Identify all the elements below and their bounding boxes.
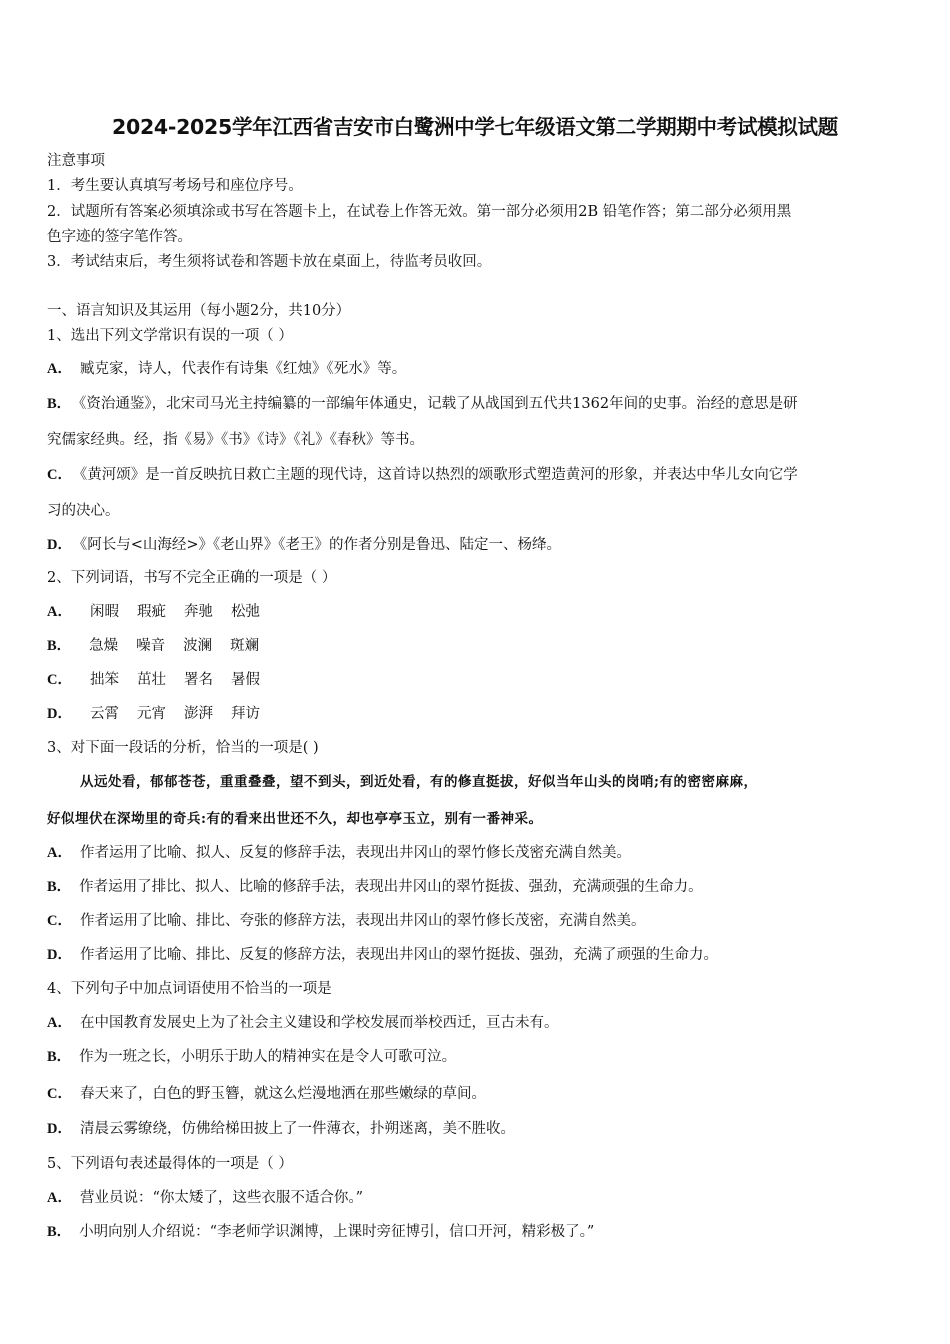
option-text: 《黄河颂》是一首反映抗日救亡主题的现代诗，这首诗以热烈的颂歌形式塑造黄河的形象，并表达中华儿女向它学: [79, 467, 798, 483]
notice-item-2: 2．试题所有答案必须填涂或书写在答题卡上，在试卷上作答无效。第一部分必须用2B 铅笔作答；第二部分必须用黑: [47, 204, 792, 220]
q5-option-a: [47, 1188, 363, 1208]
q1-stem: 1、选出下列文学常识有误的一项（ ）: [47, 328, 293, 344]
q5-option-b: [47, 1222, 594, 1242]
option-text: 清晨云雾缭绕，仿佛给梯田披上了一件薄衣，扑朔迷离，美不胜收。: [79, 1121, 515, 1137]
notice-heading: 注意事项: [47, 153, 105, 169]
option-letter: C．: [47, 1086, 72, 1102]
q3-passage-cont: 好似埋伏在深坳里的奇兵:有的看来出世还不久，却也亭亭玉立，别有一番神采。: [47, 811, 543, 827]
q1-option-b-cont: 究儒家经典。经，指《易》《书》《诗》《礼》《春秋》等书。: [47, 432, 424, 448]
option-letter: C．: [47, 467, 72, 483]
word: 澎湃: [183, 706, 213, 722]
option-letter: B．: [47, 1049, 72, 1065]
option-letter: B．: [47, 879, 72, 895]
option-text: 臧克家，诗人，代表作有诗集《红烛》《死水》等。: [79, 361, 407, 377]
notice-item-2-cont: 色字迹的签字笔作答。: [47, 229, 192, 245]
option-letter: A．: [47, 361, 72, 377]
option-letter: A．: [47, 604, 72, 620]
word: 署名: [183, 672, 213, 688]
q3-option-a: [47, 843, 631, 863]
option-text: 作为一班之长，小明乐于助人的精神实在是令人可歌可泣。: [79, 1049, 457, 1065]
q2-option-a: [47, 602, 278, 622]
q3-passage: 从远处看，郁郁苍苍，重重叠叠，望不到头，到近处看，有的修直挺拔，好似当年山头的岗哨;有的密密麻麻，: [80, 774, 758, 790]
q1-option-c: [47, 465, 798, 485]
q3-stem: 3、对下面一段话的分析，恰当的一项是( ): [47, 740, 319, 756]
word: 元宵: [136, 706, 166, 722]
option-text: 作者运用了排比、拟人、比喻的修辞手法，表现出井冈山的翠竹挺拔、强劲，充满顽强的生命力。: [79, 879, 703, 895]
option-letter: A．: [47, 1015, 72, 1031]
option-letter: A．: [47, 1190, 72, 1206]
q5-stem: 5、下列语句表述最得体的一项是（ ）: [47, 1156, 293, 1172]
q1-option-a: [47, 359, 406, 379]
option-letter: B．: [47, 638, 72, 654]
option-text: 作者运用了比喻、排比、反复的修辞方法，表现出井冈山的翠竹挺拔、强劲，充满了顽强的生命力。: [79, 947, 718, 963]
page-title: 2024-2025学年江西省吉安市白鹭洲中学七年级语文第二学期期中考试模拟试题: [112, 115, 838, 139]
word: 瑕疵: [136, 604, 166, 620]
word: 暑假: [230, 672, 260, 688]
notice-item-1: 1．考生要认真填写考场号和座位序号。: [47, 178, 303, 194]
q4-option-d: [47, 1119, 515, 1139]
word: 拙笨: [89, 672, 119, 688]
option-letter: C．: [47, 672, 72, 688]
option-letter: C．: [47, 913, 72, 929]
word: 茁壮: [136, 672, 166, 688]
word: 松弛: [230, 604, 260, 620]
q1-option-b: [47, 394, 798, 414]
q3-option-b: [47, 877, 703, 897]
q3-option-d: [47, 945, 718, 965]
q1-option-d: [47, 535, 561, 555]
option-letter: D．: [47, 1121, 72, 1137]
q4-option-a: [47, 1013, 558, 1033]
word: 云霄: [89, 706, 119, 722]
option-letter: B．: [47, 1224, 72, 1240]
word: 拜访: [230, 706, 260, 722]
section-heading: 一、语言知识及其运用（每小题2分，共10分）: [47, 303, 351, 319]
option-text: 作者运用了比喻、拟人、反复的修辞手法，表现出井冈山的翠竹修长茂密充满自然美。: [79, 845, 631, 861]
q2-option-c: [47, 670, 278, 690]
word: 闲暇: [89, 604, 119, 620]
word: 斑斓: [230, 638, 260, 654]
q4-option-c: [47, 1084, 486, 1104]
option-letter: A．: [47, 845, 72, 861]
option-text: 《资治通鉴》，北宋司马光主持编纂的一部编年体通史，记载了从战国到五代共1362年间的史事。治经的意思是研: [79, 396, 798, 412]
word: 奔驰: [183, 604, 213, 620]
q2-stem: 2、下列词语，书写不完全正确的一项是（ ）: [47, 570, 337, 586]
option-letter: D．: [47, 706, 72, 722]
option-letter: D．: [47, 537, 72, 553]
option-text: 小明向别人介绍说：“李老师学识渊博，上课时旁征博引，信口开河，精彩极了。”: [79, 1224, 595, 1240]
word: 噪音: [136, 638, 166, 654]
word: 波澜: [183, 638, 213, 654]
option-text: 在中国教育发展史上为了社会主义建设和学校发展而举校西迁，亘古未有。: [79, 1015, 559, 1031]
option-text: 春天来了，白色的野玉簪，就这么烂漫地洒在那些嫩绿的草间。: [79, 1086, 486, 1102]
q1-option-c-cont: 习的决心。: [47, 503, 120, 519]
q4-option-b: [47, 1047, 456, 1067]
option-letter: D．: [47, 947, 72, 963]
option-text: 《阿长与<山海经>》《老山界》《老王》的作者分别是鲁迅、陆定一、杨绛。: [79, 537, 562, 553]
notice-item-3: 3．考试结束后，考生须将试卷和答题卡放在桌面上，待监考员收回。: [47, 254, 492, 270]
q2-option-b: [47, 636, 277, 656]
option-text: 作者运用了比喻、排比、夸张的修辞方法，表现出井冈山的翠竹修长茂密，充满自然美。: [79, 913, 646, 929]
option-text: 营业员说：“你太矮了，这些衣服不适合你。”: [79, 1190, 364, 1206]
option-letter: B．: [47, 396, 72, 412]
q2-option-d: [47, 704, 278, 724]
q4-stem: 4、下列句子中加点词语使用不恰当的一项是: [47, 981, 332, 997]
q3-option-c: [47, 911, 645, 931]
word: 急燥: [89, 638, 119, 654]
